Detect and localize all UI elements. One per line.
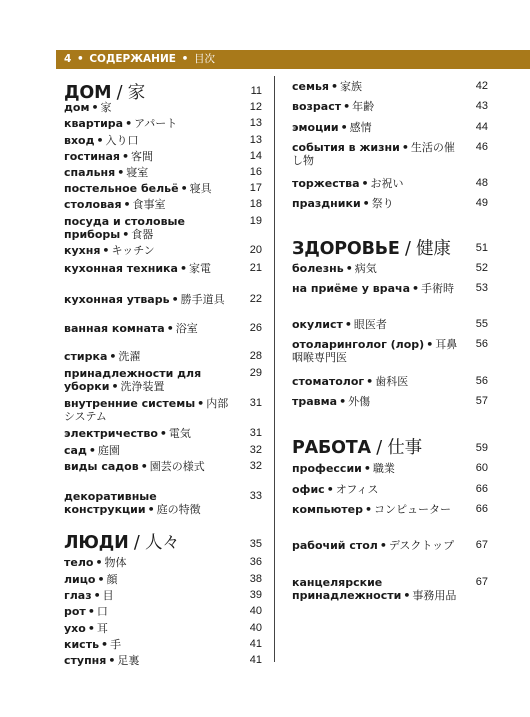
toc-entry[interactable]: кухня • キッチン 20	[64, 244, 262, 257]
section-title-home[interactable]: ДОМ / 家	[64, 83, 146, 103]
toc-entry[interactable]: глаз • 目 39	[64, 589, 262, 602]
toc-entry[interactable]: канцелярские принадлежности • 事務用品 67	[292, 576, 488, 602]
toc-entry[interactable]: эмоции • 感情 44	[292, 121, 488, 134]
toc-entry[interactable]: профессии • 職業 60	[292, 462, 488, 475]
toc-entry[interactable]: постельное бельё • 寝具 17	[64, 182, 262, 195]
toc-entry[interactable]: на приёме у врача • 手術時 53	[292, 282, 488, 295]
toc-entry[interactable]: офис • オフィス 66	[292, 483, 488, 496]
column-divider	[274, 76, 275, 662]
toc-entry[interactable]: компьютер • コンピューター 66	[292, 503, 488, 516]
toc-entry[interactable]: болезнь • 病気 52	[292, 262, 488, 275]
toc-entry[interactable]: рот • 口 40	[64, 605, 262, 618]
toc-entry[interactable]: гостиная • 客間 14	[64, 150, 262, 163]
toc-entry[interactable]: лицо • 顔 38	[64, 573, 262, 586]
toc-entry[interactable]: тело • 物体 36	[64, 556, 262, 569]
toc-entry[interactable]: семья • 家族 42	[292, 80, 488, 93]
toc-entry[interactable]: ступня • 足裏 41	[64, 654, 262, 667]
toc-entry[interactable]: внутренние системы • 内部システム 31	[64, 397, 262, 423]
toc-entry[interactable]: кухонная техника • 家電 21	[64, 262, 262, 275]
section-page-work: 59	[475, 442, 488, 454]
toc-entry[interactable]: травма • 外傷 57	[292, 395, 488, 408]
contents-title-jp: 目次	[193, 53, 215, 65]
toc-entry[interactable]: возраст • 年齢 43	[292, 100, 488, 113]
toc-entry[interactable]: кисть • 手 41	[64, 638, 262, 651]
toc-entry[interactable]: кухонная утварь • 勝手道具 22	[64, 293, 262, 306]
section-title-work[interactable]: РАБОТА / 仕事	[292, 438, 422, 458]
toc-entry[interactable]: отоларинголог (лор) • 耳鼻咽喉専門医 56	[292, 338, 488, 364]
header-bar: 4 • СОДЕРЖАНИЕ • 目次	[56, 50, 530, 69]
toc-entry[interactable]: стирка • 洗濯 28	[64, 350, 262, 363]
section-page-people: 35	[249, 538, 262, 550]
section-page-home: 11	[250, 85, 262, 97]
toc-entry[interactable]: столовая • 食事室 18	[64, 198, 262, 211]
toc-entry[interactable]: посуда и столовые приборы • 食器 19	[64, 215, 262, 241]
toc-entry[interactable]: ванная комната • 浴室 26	[64, 322, 262, 335]
toc-entry[interactable]: вход • 入り口 13	[64, 134, 262, 147]
toc-entry[interactable]: виды садов • 園芸の様式 32	[64, 460, 262, 473]
toc-entry[interactable]: электричество • 電気 31	[64, 427, 262, 440]
contents-title-ru: СОДЕРЖАНИЕ	[89, 53, 176, 65]
section-page-health: 51	[475, 242, 488, 254]
toc-entry[interactable]: события в жизни • 生活の催し物 46	[292, 141, 488, 167]
section-title-health[interactable]: ЗДОРОВЬЕ / 健康	[292, 239, 451, 259]
toc-entry[interactable]: стоматолог • 歯科医 56	[292, 375, 488, 388]
toc-entry[interactable]: квартира • アパート 13	[64, 117, 262, 130]
toc-entry[interactable]: окулист • 眼医者 55	[292, 318, 488, 331]
toc-entry[interactable]: сад • 庭園 32	[64, 444, 262, 457]
toc-entry[interactable]: праздники • 祭り 49	[292, 197, 488, 210]
section-title-people[interactable]: ЛЮДИ / 人々	[64, 533, 180, 553]
toc-entry[interactable]: спальня • 寝室 16	[64, 166, 262, 179]
toc-entry[interactable]: декоративные конструкции • 庭の特徴 33	[64, 490, 262, 516]
toc-entry[interactable]: торжества • お祝い 48	[292, 177, 488, 190]
toc-entry[interactable]: рабочий стол • デスクトップ 67	[292, 539, 488, 552]
toc-entry[interactable]: ухо • 耳 40	[64, 622, 262, 635]
toc-entry[interactable]: дом • 家 12	[64, 101, 262, 114]
toc-entry[interactable]: принадлежности для уборки • 洗浄装置 29	[64, 367, 262, 393]
page-number: 4	[64, 53, 72, 65]
